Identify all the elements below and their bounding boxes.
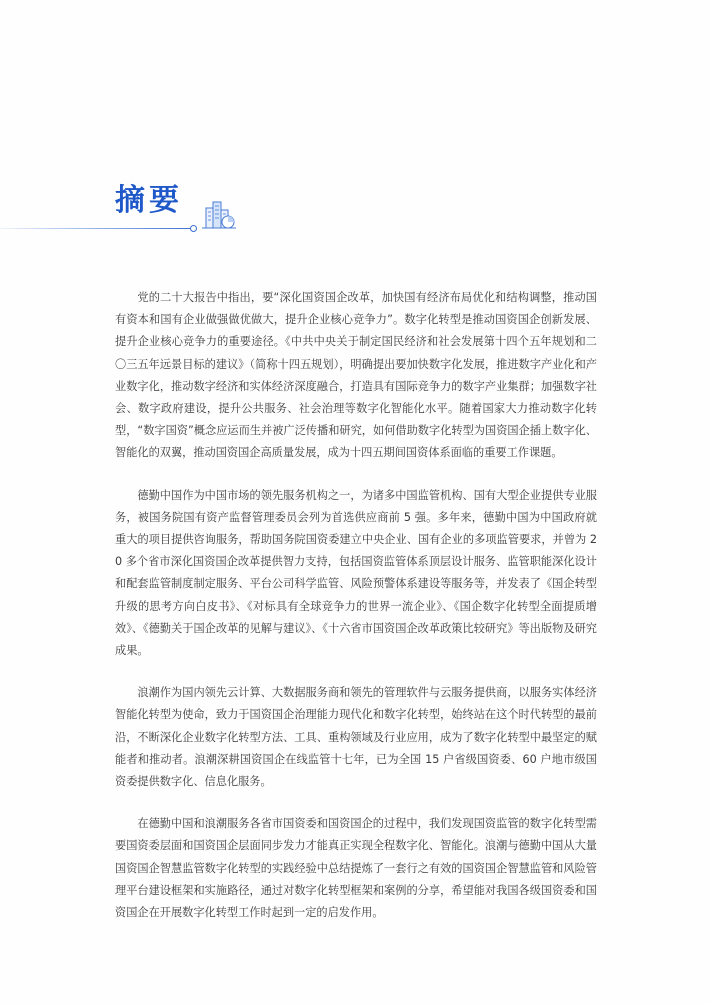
abstract-paragraph: 德勤中国作为中国市场的领先服务机构之一，为诸多中国监管机构、国有大型企业提供专业服务，被国务院国有资产监督管理委员会列为首选供应商前 5 强。多年来，德勤中国为中国政府就重大的项目提供咨询服务，帮助国务院国资委建立中央企业、国有企业的多项监管要求，并曾为 20 多个省市深化国资国企改革提供智力支持，包括国资监管体系顶层设计服务、监管职能深化设计和配套监管制度制定服务、平台公司科学监管、风险预警体系建设等服务等，并发表了《国企转型升级的思考方向白皮书》、《对标具有全球竞争力的世界一流企业》、《国企数字化转型全面提质增效》、《德勤关于国企改革的见解与建议》、《十六省市国资国企改革政策比较研究》等出版物及研究成果。: [115, 488, 597, 658]
title-underline: [0, 228, 194, 229]
section-title: 摘要: [115, 183, 183, 218]
abstract-paragraph: 浪潮作为国内领先云计算、大数据服务商和领先的管理软件与云服务提供商，以服务实体经济智能化转型为使命，致力于国资国企治理能力现代化和数字化转型，始终站在这个时代转型的最前沿，不断深化企业数字化转型方法、工具、重构领域及行业应用，成为了数字化转型中最坚定的赋能者和推动者。浪潮深耕国资国企在线监管十七年，已为全国 15 户省级国资委、60 户地市级国资委提供数字化、信息化服务。: [115, 686, 597, 789]
section-header: [115, 181, 183, 231]
building-chart-icon: [198, 196, 238, 232]
title-underline-dot: [190, 225, 197, 232]
abstract-paragraph: 在德勤中国和浪潮服务各省市国资委和国资国企的过程中，我们发现国资监管的数字化转型需要国资委层面和国资国企层面同步发力才能真正实现全程数字化、智能化。浪潮与德勤中国从大量国资国企智慧监管数字化转型的实践经验中总结提炼了一套行之有效的国资国企智慧监管和风险管理平台建设框架和实施路径，通过对数字化转型框架和案例的分享，希望能对我国各级国资委和国资国企在开展数字化转型工作时起到一定的启发作用。: [115, 817, 597, 920]
abstract-paragraph: 党的二十大报告中指出，要“深化国资国企改革，加快国有经济布局优化和结构调整，推动国有资本和国有企业做强做优做大，提升企业核心竞争力”。数字化转型是推动国资国企创新发展、提升企业核心竞争力的重要途径。《中共中央关于制定国民经济和社会发展第十四个五年规划和二〇三五年远景目标的建议》（简称十四五规划），明确提出要加快数字化发展，推进数字产业化和产业数字化，推动数字经济和实体经济深度融合，打造具有国际竞争力的数字产业集群；加强数字社会、数字政府建设，提升公共服务、社会治理等数字化智能化水平。随着国家大力推动数字化转型，“数字国资”概念应运而生并被广泛传播和研究，如何借助数字化转型为国资国企插上数字化、智能化的双翼，推动国资国企高质量发展，成为十四五期间国资体系面临的重要工作课题。: [115, 291, 597, 460]
abstract-body: [115, 287, 597, 944]
